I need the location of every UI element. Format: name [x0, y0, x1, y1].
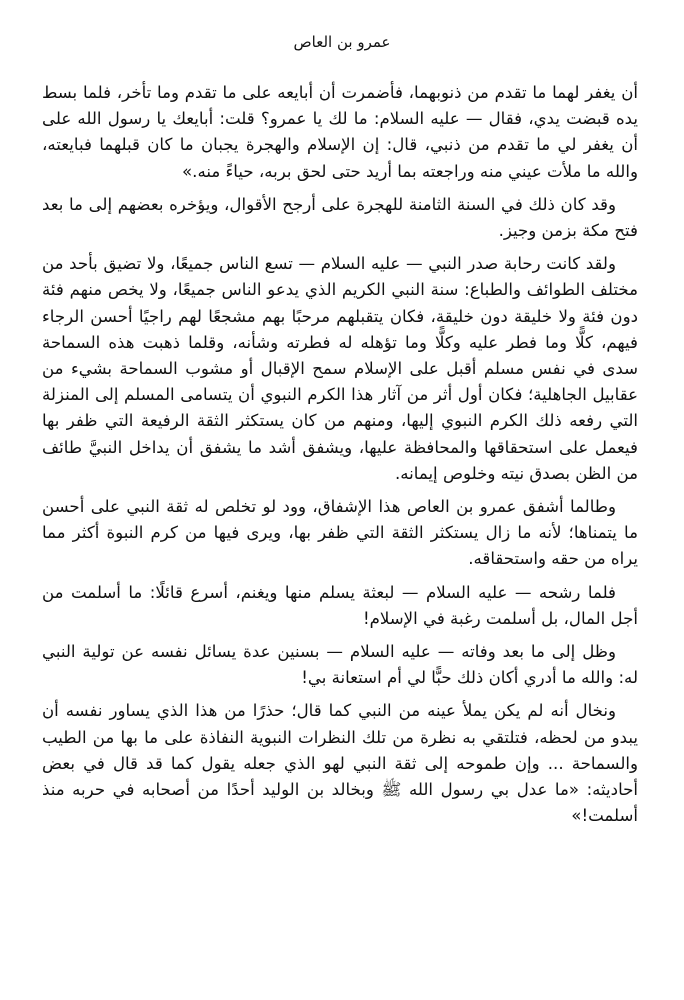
paragraph-5: فلما رشحه — عليه السلام — لبعثة يسلم منها ويغنم، أسرع قائلًا: ما أسلمت من أجل المال، بل أسلمت رغبة في الإسلام! — [42, 582, 638, 628]
paragraph-2: وقد كان ذلك في السنة الثامنة للهجرة على أرجح الأقوال، ويؤخره بعضهم إلى ما بعد فتح مكة بزمن وجيز. — [42, 194, 638, 241]
paragraph-3: ولقد كانت رحابة صدر النبي — عليه السلام — تسع الناس جميعًا، ولا تضيق بأحد من مختلف الطوائف والطباع: سنة النبي الكريم الذي يدعو الناس جميعًا، ولا يخص منهم فئة دون فئة ولا خليقة دون خليقة، فكان يتقبلهم مرحبًا بهم مشجعًا لهم راجيًا أحسن الرجاء فيهم، كلًّا وما فطر عليه وكلًّا وما تؤهله له فطرته وشأنه، وقلما ذهبت هذه السماحة سدى في نفس مسلم أقبل على الإسلام سمح الإقبال أو مشوب السماحة بشيء من عقابيل الجاهلية؛ فكان أول أثر من آثار هذا الكرم النبوي أن يتسامى المسلم إلى المنزلة التي رفعه ذلك الكرم النبوي إليها، ومنهم من كان يستكثر الثقة الرفيعة التي ظفر بها فيعمل على استحقاقها والمحافظة عليها، ويشفق أشد ما يشفق أن يداخل النبيَّ طائف من الظن بصدق نيته وخلوص إيمانه. — [42, 254, 638, 483]
page-body — [42, 80, 638, 836]
paragraph-4: وطالما أشفق عمرو بن العاص هذا الإشفاق، وود لو تخلص له ثقة النبي على أحسن ما يتمناها؛ لأنه ما زال يستكثر الثقة التي ظفر بها، ويرى فيها من كرم النبوة أكثر مما يراه من حقه واستحقاقه. — [42, 497, 638, 569]
paragraph-7: ونخال أنه لم يكن يملأ عينه من النبي كما قال؛ حذرًا من هذا الذي يساور نفسه أن يبدو من لحظه، فتلتقي به نظرة من تلك النظرات النبوية النفاذة على ما بها من الطيب والسماحة ... وإن طموحه إلى ثقة النبي لهو الذي جعله يقول كما قد قال في بعض أحاديثه: «ما عدل بي رسول الله ﷺ وبخالد بن الوليد أحدًا من أصحابه في حربه منذ أسلمت!» — [42, 701, 638, 826]
paragraph-6: وظل إلى ما بعد وفاته — عليه السلام — بسنين عدة يسائل نفسه عن تولية النبي له: والله ما أدري أكان ذلك حبًّا لي أم استعانة بي! — [42, 642, 638, 688]
paragraph-1: أن يغفر لهما ما تقدم من ذنوبهما، فأضمرت أن أبايعه على ما تقدم وما تأخر، فلما بسط يده قبضت يدي، فقال — عليه السلام: ما لك يا عمرو؟ قلت: أبايعك يا رسول الله على أن يغفر لي ما تقدم من ذنبي، قال: إن الإسلام والهجرة يجبان ما كان قبلهما فبايعته، والله ما ملأت عيني منه وراجعته بما أريد حتى لحق بربه، حياءً منه.» — [42, 83, 638, 181]
running-header: عمرو بن العاص — [293, 33, 391, 51]
